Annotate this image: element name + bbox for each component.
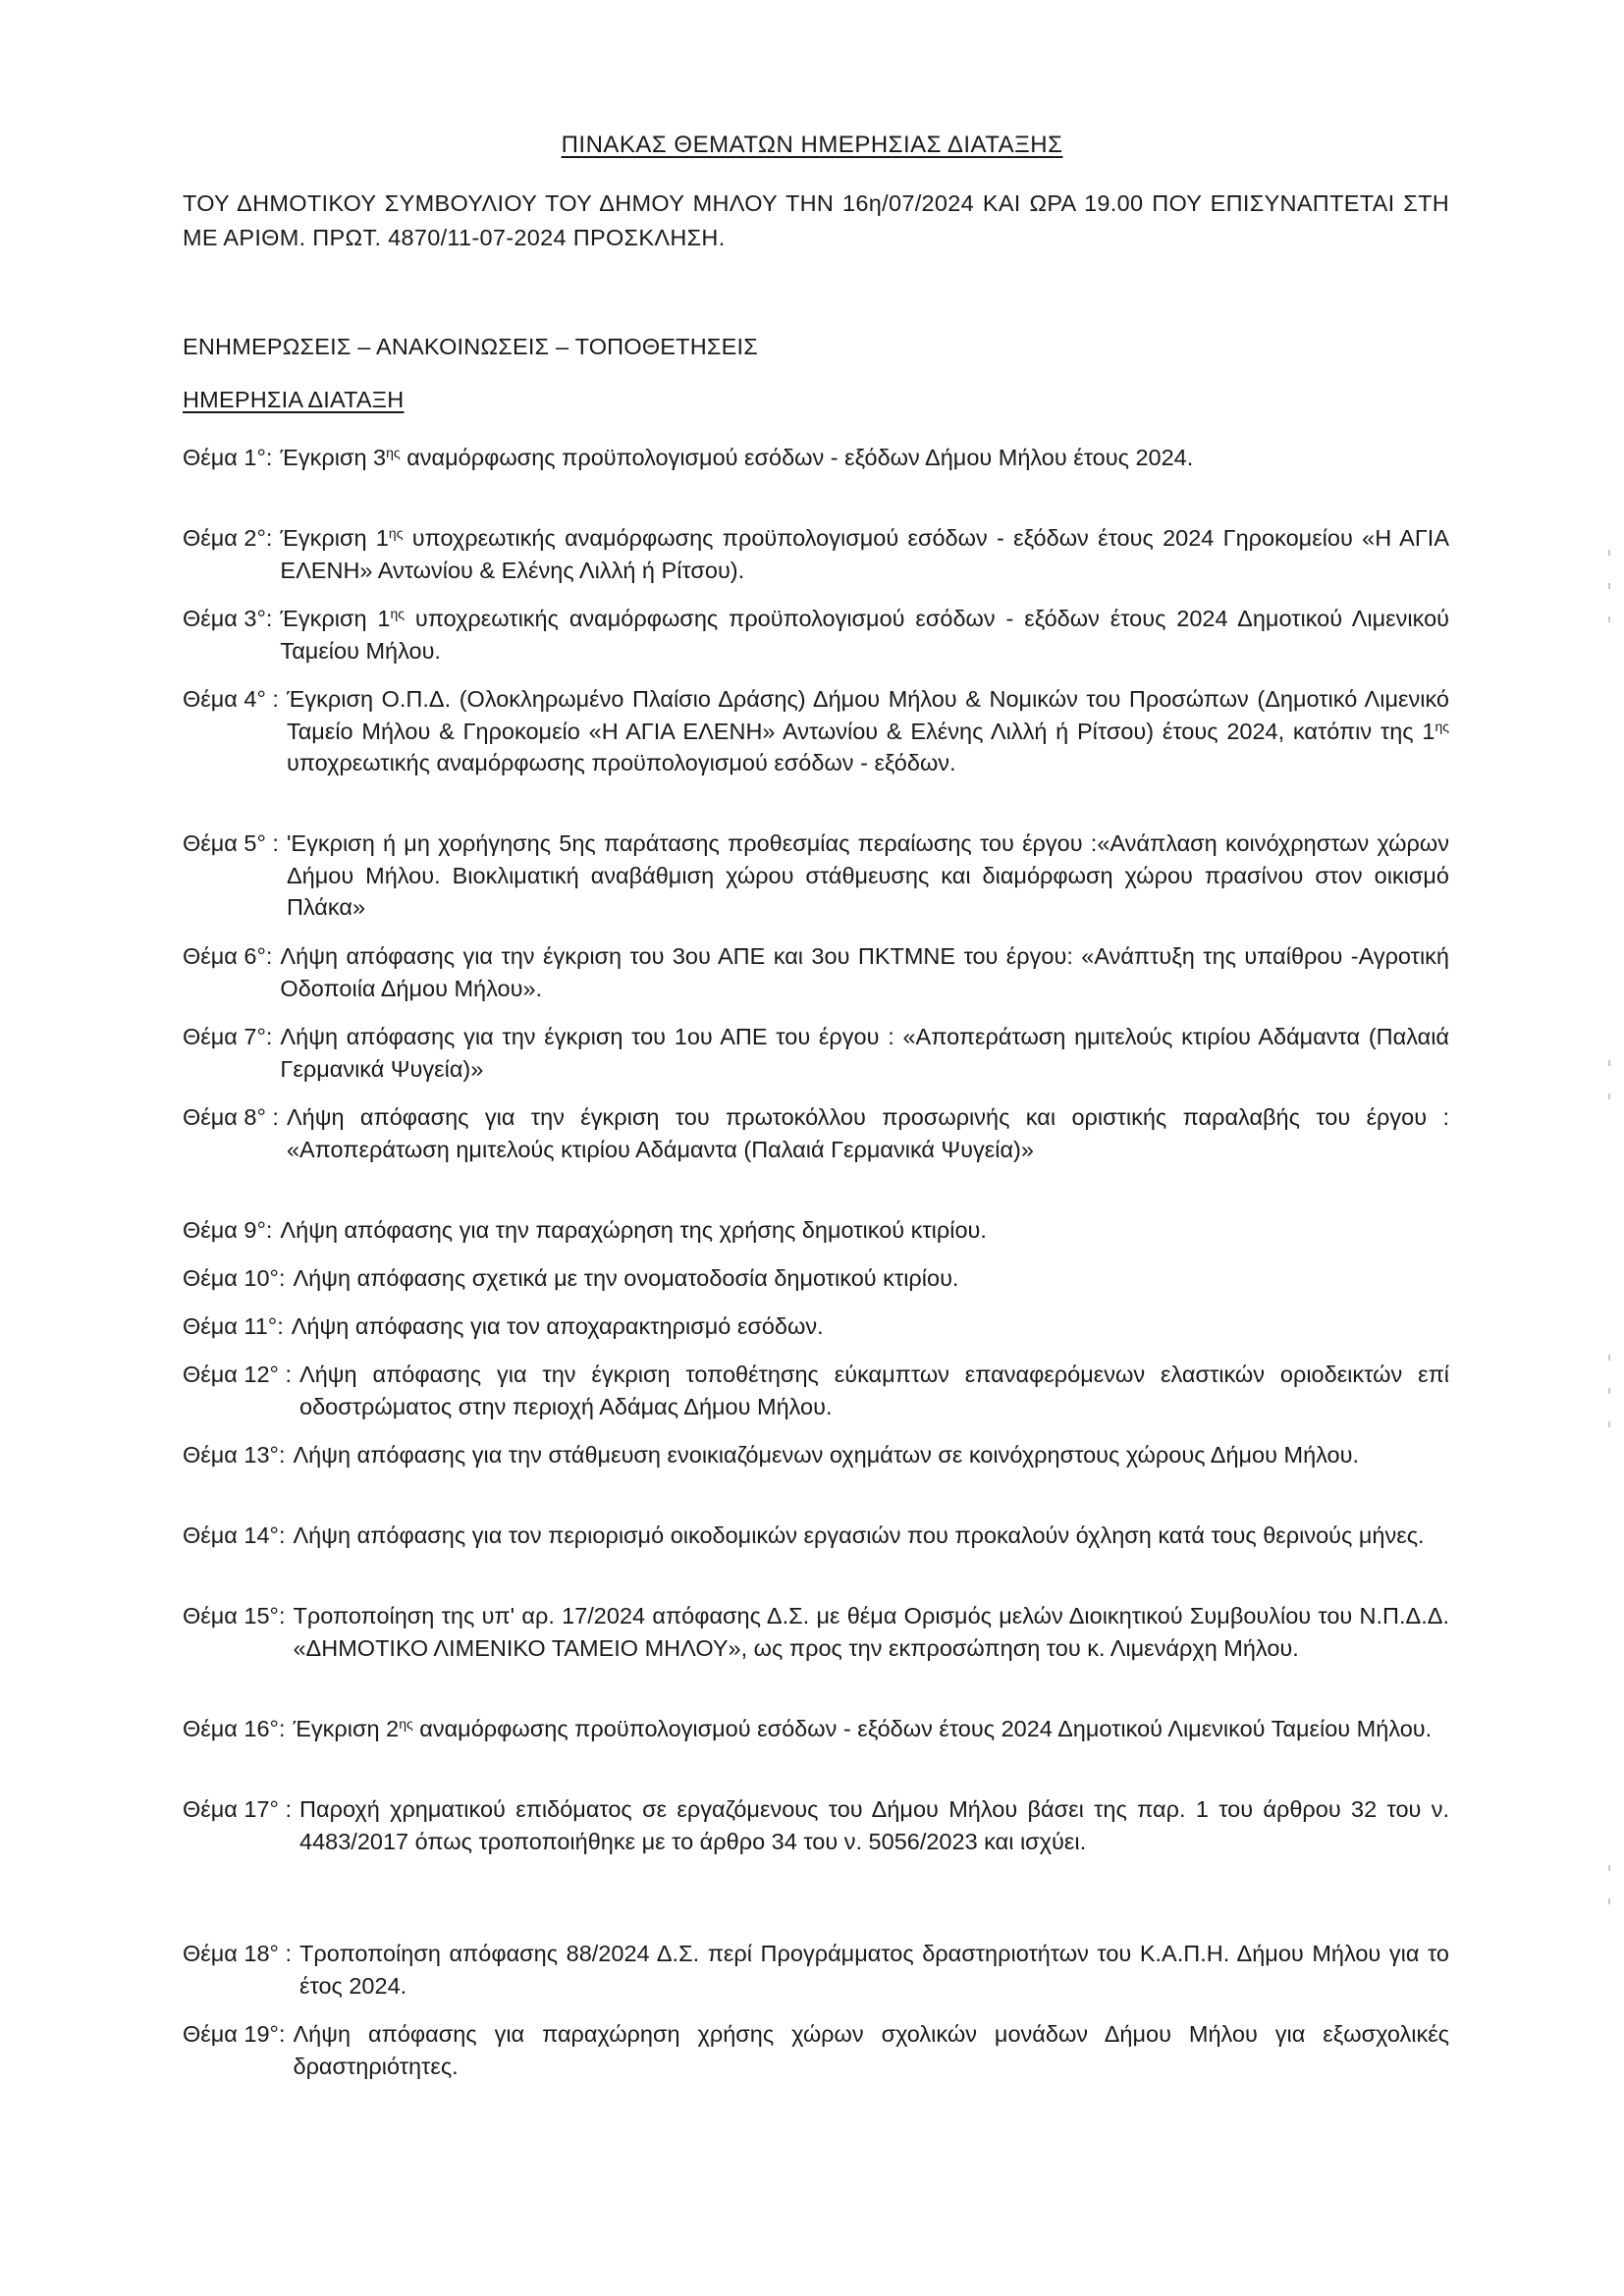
- agenda-item-label: Θέμα 11°:: [183, 1313, 284, 1339]
- agenda-item-text-main: Παροχή χρηματικού επιδόματος σε εργαζόμενους του Δήμου Μήλου βάσει της παρ. 1 του άρθρου 32 του ν. 4483/2017 όπως τροποποιήθηκε με το άρθρο 34 του ν. 5056/2023 και ισχύει.: [299, 1796, 1449, 1854]
- agenda-item-text: [287, 1101, 1449, 1165]
- agenda-item-text: [299, 1359, 1449, 1422]
- agenda-item: [183, 522, 1449, 586]
- agenda-item-text: [280, 522, 1449, 586]
- document-subtitle: ΤΟΥ ΔΗΜΟΤΙΚΟΥ ΣΥΜΒΟΥΛΙΟΥ ΤΟΥ ΔΗΜΟΥ ΜΗΛΟΥ ΤΗΝ 16η/07/2024 ΚΑΙ ΩΡΑ 19.00 ΠΟΥ ΕΠΙΣΥΝΑΠΤΕΤΑΙ ΣΤΗ ΜΕ ΑΡΙΘΜ. ΠΡΩΤ. 4870/11-07-2024 ΠΡΟΣΚΛΗΣΗ.: [183, 190, 1449, 250]
- ordinal-superscript: ης: [388, 525, 404, 541]
- agenda-item-text: [293, 1600, 1449, 1664]
- agenda-item-text-rest: αναμόρφωσης προϋπολογισμού εσόδων - εξόδων Δήμου Μήλου έτους 2024.: [400, 445, 1194, 470]
- agenda-item-label: Θέμα 19°:: [183, 2021, 286, 2047]
- agenda-item: [183, 1938, 1449, 2002]
- agenda-item-label: Θέμα 17° :: [183, 1796, 293, 1822]
- agenda-item-text-main: Λήψη απόφασης για τον περιορισμό οικοδομικών εργασιών που προκαλούν όχληση κατά τους θερινούς μήνες.: [293, 1522, 1425, 1548]
- agenda-item-label: Θέμα 9°:: [183, 1217, 273, 1243]
- agenda-item-label: Θέμα 6°:: [183, 943, 273, 969]
- agenda-item-text-main: Λήψη απόφασης για την έγκριση του 3ου ΑΠΕ και 3ου ΠΚΤΜΝΕ του έργου: «Ανάπτυξη της υπαίθρου -Αγροτική Οδοποιία Δήμου Μήλου».: [280, 943, 1449, 1001]
- ordinal-superscript: ης: [386, 445, 401, 460]
- agenda-item-label: Θέμα 12° :: [183, 1362, 293, 1387]
- agenda-item-label: Θέμα 2°:: [183, 525, 273, 551]
- agenda-item-text-rest: αναμόρφωσης προϋπολογισμού εσόδων - εξόδων έτους 2024 Δημοτικού Λιμενικού Ταμείου Μήλου.: [412, 1716, 1433, 1741]
- agenda-item-text: [280, 1021, 1449, 1085]
- agenda-item-text-main: Λήψη απόφασης για την έγκριση του πρωτοκόλλου προσωρινής και οριστικής παραλαβής του έργου : «Αποπεράτωση ημιτελούς κτιρίου Αδάμαντα (Παλαιά Γερμανικά Ψυγεία)»: [286, 1104, 1449, 1162]
- agenda-item-text: [299, 1793, 1449, 1857]
- agenda-item-text: [293, 1262, 1449, 1295]
- agenda-item-text: [280, 442, 1449, 474]
- agenda-item-text: [293, 2018, 1449, 2082]
- agenda-item-text-main: Έγκριση Ο.Π.Δ. (Ολοκληρωμένο Πλαίσιο Δράσης) Δήμου Μήλου & Νομικών του Προσώπων (Δημοτικό Λιμενικό Ταμείο Μήλου & Γηροκομείο «Η ΑΓΙΑ ΕΛΕΝΗ» Αντωνίου & Ελένης Λιλλή ή Ρίτσου) έτους 2024, κατόπιν της 1: [286, 686, 1449, 744]
- agenda-item-text: [280, 940, 1449, 1004]
- agenda-item-label: Θέμα 5° :: [183, 830, 279, 856]
- agenda-item-text-main: Λήψη απόφασης για την έγκριση του 1ου ΑΠΕ του έργου : «Αποπεράτωση ημιτελούς κτιρίου Αδάμαντα (Παλαιά Γερμανικά Ψυγεία)»: [280, 1024, 1449, 1082]
- agenda-item-text: [293, 1520, 1449, 1552]
- agenda-item-text-main: Λήψη απόφασης σχετικά με την ονοματοδοσία δημοτικού κτιρίου.: [293, 1265, 959, 1291]
- agenda-item-text-main: Έγκριση 2: [293, 1716, 400, 1741]
- agenda-item-text-main: 'Εγκριση ή μη χορήγησης 5ης παράτασης προθεσμίας περαίωσης του έργου :«Ανάπλαση κοινόχρηστων χώρων Δήμου Μήλου. Βιοκλιματική αναβάθμιση χώρου στάθμευσης και διαμόρφωση χώρου πρασίνου στον οικισμό Πλάκα»: [286, 830, 1449, 920]
- agenda-item-text-main: Λήψη απόφασης για την έγκριση τοποθέτησης εύκαμπτων επαναφερόμενων ελαστικών οριοδεικτών επί οδοστρώματος στην περιοχή Αδάμας Δήμου Μήλου.: [299, 1362, 1449, 1419]
- agenda-item-label: Θέμα 4° :: [183, 686, 279, 712]
- agenda-item: [183, 1439, 1449, 1471]
- agenda-item: [183, 1310, 1449, 1343]
- agenda-item: [183, 1600, 1449, 1664]
- agenda-item-text: [287, 683, 1449, 779]
- scan-margin-marks: [1608, 1865, 1612, 1932]
- section-agenda-heading: ΗΜΕΡΗΣΙΑ ΔΙΑΤΑΞΗ: [183, 387, 405, 412]
- agenda-item: [183, 442, 1449, 474]
- agenda-item: [183, 828, 1449, 924]
- agenda-item-label: Θέμα 7°:: [183, 1024, 273, 1049]
- agenda-item-text: [292, 1310, 1449, 1343]
- ordinal-superscript: ης: [390, 606, 406, 621]
- agenda-item-text-rest: υποχρεωτικής αναμόρφωσης προϋπολογισμού εσόδων - εξόδων.: [286, 750, 956, 775]
- agenda-item: [183, 1262, 1449, 1295]
- agenda-item-text: [280, 1214, 1449, 1247]
- agenda-item-text: [293, 1439, 1449, 1471]
- agenda-item-text-main: Λήψη απόφασης για την στάθμευση ενοικιαζόμενων οχημάτων σε κοινόχρηστους χώρους Δήμου Μήλου.: [293, 1442, 1359, 1468]
- agenda-item-label: Θέμα 1°:: [183, 445, 273, 470]
- agenda-item-text-rest: υποχρεωτικής αναμόρφωσης προϋπολογισμού εσόδων - εξόδων έτους 2024 Δημοτικού Λιμενικού Ταμείου Μήλου.: [280, 606, 1449, 664]
- agenda-item-label: Θέμα 13°:: [183, 1442, 286, 1468]
- agenda-item: [183, 683, 1449, 779]
- agenda-item: [183, 1793, 1449, 1857]
- agenda-item-text-main: Έγκριση 1: [280, 606, 391, 631]
- agenda-item-text: [293, 1713, 1449, 1745]
- agenda-item-label: Θέμα 8° :: [183, 1104, 279, 1130]
- agenda-item-text-rest: υποχρεωτικής αναμόρφωσης προϋπολογισμού εσόδων - εξόδων έτους 2024 Γηροκομείου «Η ΑΓΙΑ ΕΛΕΝΗ» Αντωνίου & Ελένης Λιλλή ή Ρίτσου).: [280, 525, 1449, 583]
- agenda-item-text-main: Λήψη απόφασης για την παραχώρηση της χρήσης δημοτικού κτιρίου.: [280, 1217, 987, 1243]
- agenda-item-text-main: Λήψη απόφασης για παραχώρηση χρήσης χώρων σχολικών μονάδων Δήμου Μήλου για εξωσχολικές δραστηριότητες.: [293, 2021, 1449, 2079]
- agenda-item: [183, 1520, 1449, 1552]
- agenda-item-text-main: Τροποποίηση απόφασης 88/2024 Δ.Σ. περί Προγράμματος δραστηριοτήτων του Κ.Α.Π.Η. Δήμου Μήλου για το έτος 2024.: [299, 1941, 1449, 1999]
- agenda-item-label: Θέμα 15°:: [183, 1603, 286, 1629]
- agenda-item-label: Θέμα 14°:: [183, 1522, 286, 1548]
- scan-margin-marks: [1608, 1060, 1612, 1127]
- agenda-item-text-main: Έγκριση 1: [280, 525, 389, 551]
- ordinal-superscript: ης: [399, 1716, 413, 1732]
- agenda-item-text: [299, 1938, 1449, 2002]
- scan-margin-marks: [1608, 550, 1612, 650]
- agenda-item: [183, 1713, 1449, 1745]
- agenda-item-text: [287, 828, 1449, 924]
- agenda-item: [183, 1214, 1449, 1247]
- agenda-item-text-main: Λήψη απόφασης για τον αποχαρακτηρισμό εσόδων.: [291, 1313, 824, 1339]
- section-announcements: ΕΝΗΜΕΡΩΣΕΙΣ – ΑΝΑΚΟΙΝΩΣΕΙΣ – ΤΟΠΟΘΕΤΗΣΕΙΣ: [183, 334, 758, 359]
- agenda-item: [183, 1359, 1449, 1422]
- agenda-item-text-main: Τροποποίηση της υπ' αρ. 17/2024 απόφασης Δ.Σ. με θέμα Ορισμός μελών Διοικητικού Συμβουλίου του Ν.Π.Δ.Δ. «ΔΗΜΟΤΙΚΟ ΛΙΜΕΝΙΚΟ ΤΑΜΕΙΟ ΜΗΛΟΥ», ως προς την εκπροσώπηση του κ. Λιμενάρχη Μήλου.: [293, 1603, 1449, 1661]
- agenda-item-text-main: Έγκριση 3: [280, 445, 387, 470]
- agenda-item-label: Θέμα 3°:: [183, 606, 273, 631]
- agenda-item-text: [280, 603, 1449, 667]
- agenda-item: [183, 2018, 1449, 2082]
- scan-margin-marks: [1608, 1355, 1612, 1455]
- agenda-item: [183, 1021, 1449, 1085]
- agenda-item-label: Θέμα 10°:: [183, 1265, 286, 1291]
- agenda-item: [183, 603, 1449, 667]
- agenda-item-label: Θέμα 18° :: [183, 1941, 293, 1966]
- agenda-item: [183, 940, 1449, 1004]
- ordinal-superscript: ης: [1435, 718, 1449, 734]
- document-title: ΠΙΝΑΚΑΣ ΘΕΜΑΤΩΝ ΗΜΕΡΗΣΙΑΣ ΔΙΑΤΑΞΗΣ: [561, 132, 1063, 158]
- agenda-item-label: Θέμα 16°:: [183, 1716, 286, 1741]
- agenda-item: [183, 1101, 1449, 1165]
